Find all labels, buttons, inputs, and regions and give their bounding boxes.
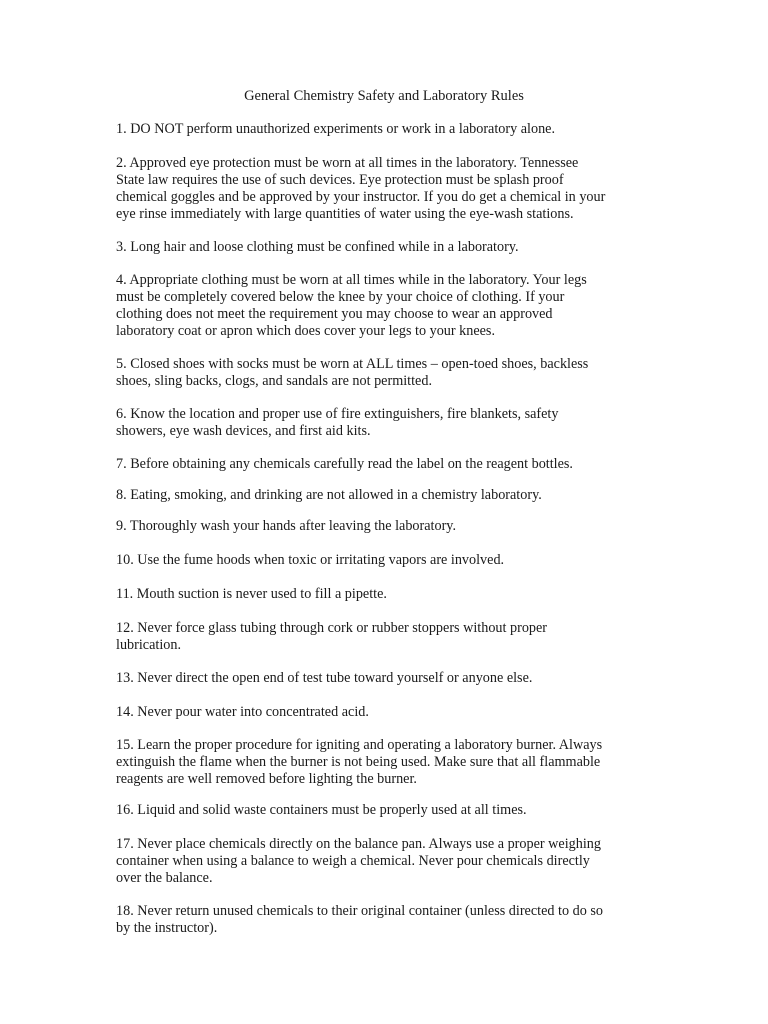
rule-14: 14. Never pour water into concentrated acid. [116, 704, 369, 720]
rule-7: 7. Before obtaining any chemicals carefully read the label on the reagent bottles. [116, 456, 573, 472]
document-title: General Chemistry Safety and Laboratory Rules [244, 88, 524, 104]
rule-13: 13. Never direct the open end of test tube toward yourself or anyone else. [116, 670, 533, 686]
rule-18: 18. Never return unused chemicals to their original container (unless directed to do so by the instructor). [116, 903, 603, 936]
rule-11: 11. Mouth suction is never used to fill a pipette. [116, 586, 387, 602]
rule-10: 10. Use the fume hoods when toxic or irritating vapors are involved. [116, 552, 505, 568]
rule-16: 16. Liquid and solid waste containers must be properly used at all times. [116, 802, 527, 818]
rule-8: 8. Eating, smoking, and drinking are not allowed in a chemistry laboratory. [116, 487, 542, 503]
rule-4: 4. Appropriate clothing must be worn at all times while in the laboratory. Your legs must be completely covered below the knee by your choice of clothing. If your clothing does not meet the requirement you may choose to wear an approved laboratory coat or apron which does cover your legs to your knees. [116, 272, 587, 339]
rule-5: 5. Closed shoes with socks must be worn at ALL times – open-toed shoes, backless shoes, sling backs, clogs, and sandals are not permitted. [116, 356, 589, 389]
rule-9: 9. Thoroughly wash your hands after leaving the laboratory. [116, 518, 457, 534]
rule-3: 3. Long hair and loose clothing must be confined while in a laboratory. [116, 239, 519, 255]
rule-2: 2. Approved eye protection must be worn at all times in the laboratory. Tennessee State law requires the use of such devices. Eye protection must be splash proof chemical goggles and be approved by your instructor. If you do get a chemical in your eye rinse immediately with large quantities of water using the eye-wash stations. [116, 155, 606, 222]
rule-1: 1. DO NOT perform unauthorized experiments or work in a laboratory alone. [116, 121, 556, 137]
rule-6: 6. Know the location and proper use of fire extinguishers, fire blankets, safety showers, eye wash devices, and first aid kits. [116, 406, 559, 439]
rule-15: 15. Learn the proper procedure for igniting and operating a laboratory burner. Always extinguish the flame when the burner is not being used. Make sure that all flammable reagents are well removed before lighting the burner. [116, 737, 603, 787]
rule-12: 12. Never force glass tubing through cork or rubber stoppers without proper lubrication. [116, 620, 548, 653]
rule-17: 17. Never place chemicals directly on the balance pan. Always use a proper weighing container when using a balance to weigh a chemical. Never pour chemicals directly over the balance. [116, 836, 601, 886]
